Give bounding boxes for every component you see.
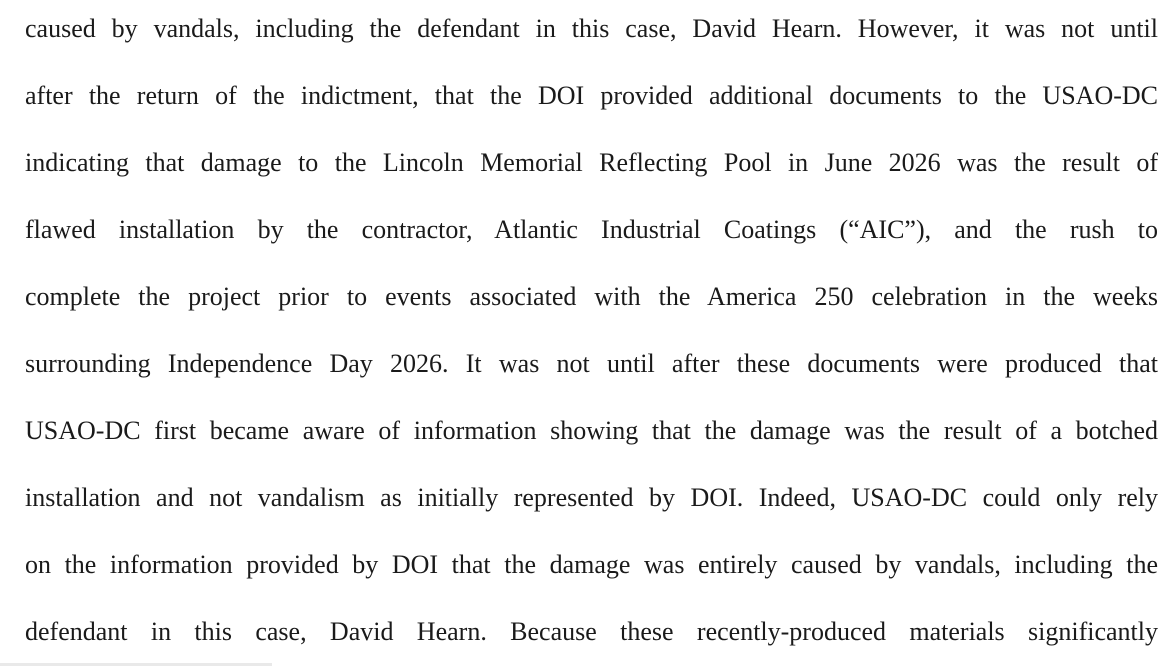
text-line: installation and not vandalism as initially represented by DOI. Indeed, USAO-DC could only rely (25, 483, 1158, 512)
text-line: USAO-DC first became aware of information showing that the damage was the result of a botched (25, 416, 1158, 445)
text-line: surrounding Independence Day 2026. It was not until after these documents were produced that (25, 349, 1158, 378)
text-line: caused by vandals, including the defendant in this case, David Hearn. However, it was not until (25, 14, 1158, 43)
text-line: after the return of the indictment, that the DOI provided additional documents to the USAO-DC (25, 81, 1158, 110)
text-line: on the information provided by DOI that the damage was entirely caused by vandals, including the (25, 550, 1158, 579)
text-line: defendant in this case, David Hearn. Because these recently-produced materials significantly (25, 617, 1158, 646)
text-line: indicating that damage to the Lincoln Memorial Reflecting Pool in June 2026 was the result of (25, 148, 1158, 177)
text-line: flawed installation by the contractor, Atlantic Industrial Coatings (“AIC”), and the rush to (25, 215, 1158, 244)
text-line: complete the project prior to events associated with the America 250 celebration in the weeks (25, 282, 1158, 311)
